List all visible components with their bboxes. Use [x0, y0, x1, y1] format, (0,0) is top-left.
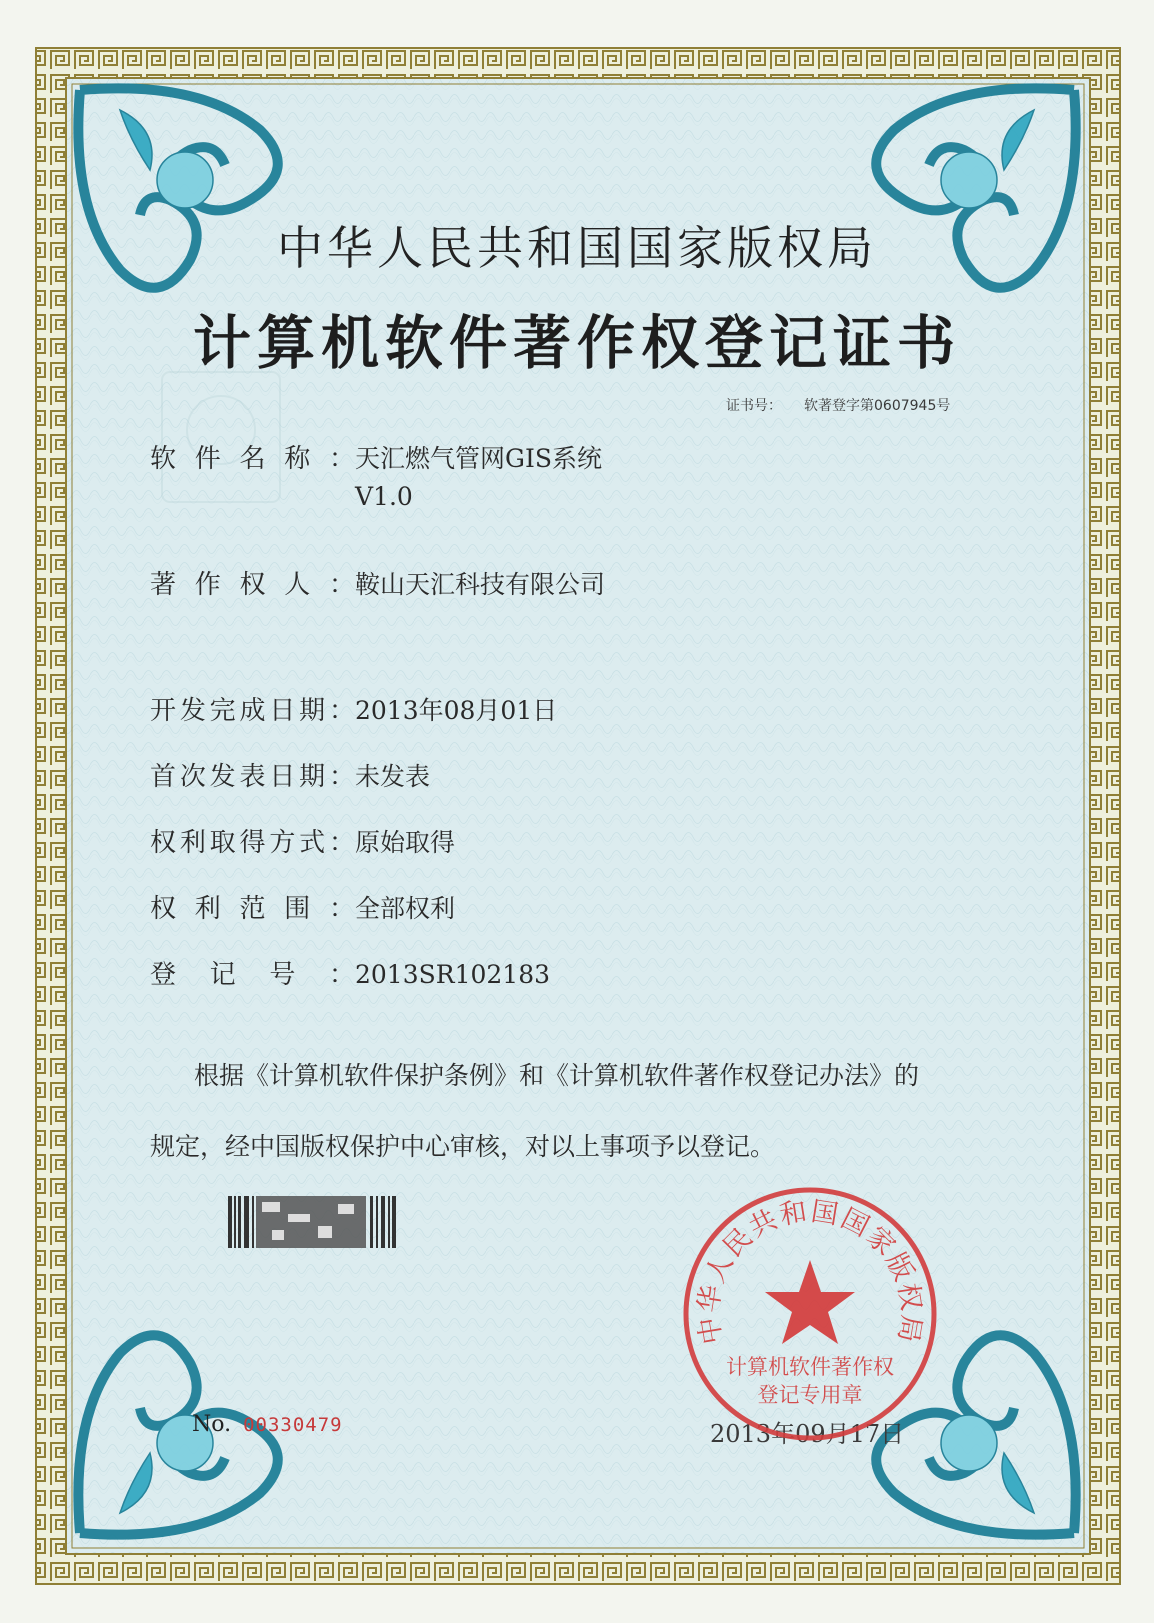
certificate-number-label: 证书号： — [726, 398, 782, 414]
field-copyright-owner — [150, 566, 605, 604]
certificate-number-value: 软著登字第0607945号 — [804, 398, 951, 414]
software-name-line2: V1.0 — [355, 482, 413, 511]
seal-outer-text: 中华人民共和国国家版权局 — [693, 1196, 927, 1347]
serial-number — [192, 1412, 343, 1437]
rights-scope-label: 权利范围： — [150, 894, 355, 924]
seal-inner-line1: 计算机软件著作权 — [726, 1355, 894, 1379]
field-first-publication-date — [150, 758, 430, 796]
registration-number-value: 2013SR102183 — [355, 960, 551, 989]
statement-line1: 根据《计算机软件保护条例》和《计算机软件著作权登记办法》的 — [194, 1061, 920, 1090]
field-acquisition-method — [150, 824, 455, 862]
certificate-number — [726, 395, 950, 415]
first-publication-date-label: 首次发表日期： — [150, 762, 355, 792]
acquisition-method-label: 权利取得方式： — [150, 828, 355, 858]
development-date-label: 开发完成日期： — [150, 696, 355, 726]
copyright-owner-label: 著作权人： — [150, 570, 355, 600]
rights-scope-value: 全部权利 — [355, 894, 456, 923]
certificate-title: 计算机软件著作权登记证书 — [192, 309, 961, 377]
statement-line2: 规定，经中国版权保护中心审核，对以上事项予以登记。 — [150, 1132, 776, 1161]
first-publication-date-value: 未发表 — [355, 762, 431, 791]
software-name-value — [355, 440, 602, 516]
field-software-name — [150, 440, 602, 516]
software-name-label: 软件名称： — [150, 444, 355, 474]
field-registration-number — [150, 956, 550, 994]
serial-value: 00330479 — [243, 1414, 343, 1436]
software-name-line1: 天汇燃气管网GIS系统 — [355, 444, 602, 473]
serial-label: No. — [192, 1412, 232, 1437]
registration-number-label: 登记号： — [150, 960, 355, 990]
field-development-date — [150, 692, 557, 730]
official-seal-icon — [678, 1182, 942, 1446]
seal-star-icon — [765, 1260, 855, 1344]
copyright-owner-value: 鞍山天汇科技有限公司 — [355, 570, 606, 599]
issue-date: 2013年09月17日 — [710, 1420, 905, 1448]
seal-inner-line2: 登记专用章 — [757, 1383, 863, 1407]
field-rights-scope — [150, 890, 455, 928]
acquisition-method-value: 原始取得 — [355, 828, 456, 857]
agency-name: 中华人民共和国国家版权局 — [277, 221, 877, 275]
barcode-icon — [228, 1196, 396, 1248]
development-date-value: 2013年08月01日 — [355, 696, 558, 725]
